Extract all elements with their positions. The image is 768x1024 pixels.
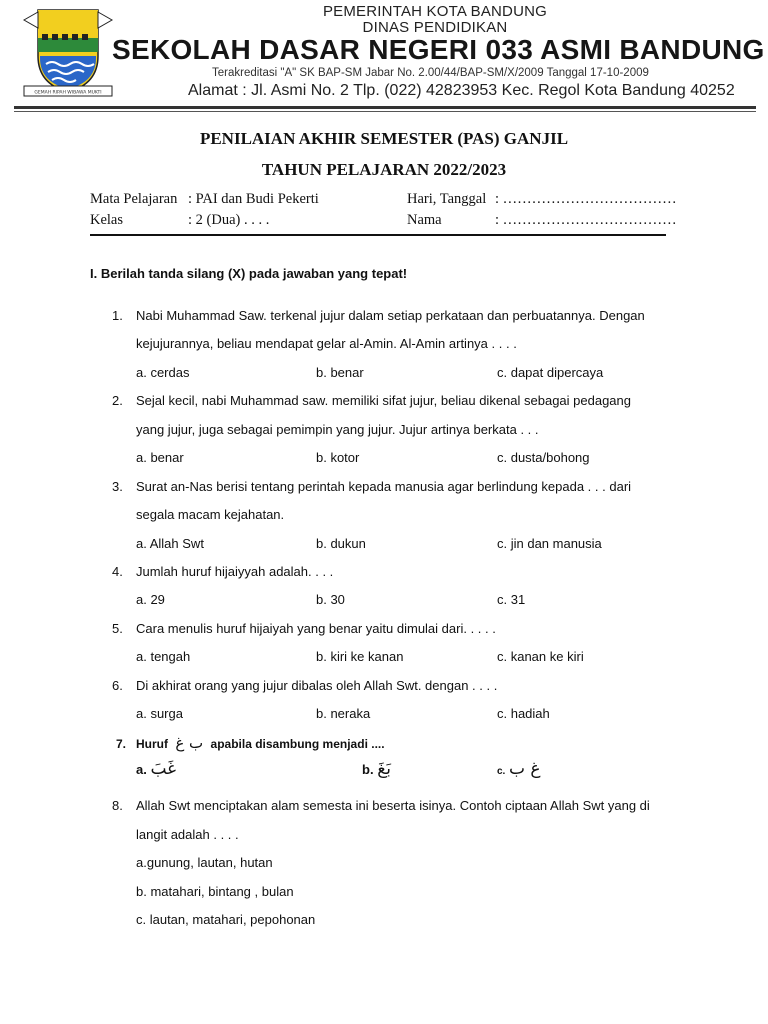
q4-option-b: b. 30	[316, 592, 345, 607]
question-6	[112, 678, 497, 693]
q8-option-b: b. matahari, bintang , bulan	[136, 884, 294, 899]
name-value: : ………………………………	[495, 212, 677, 228]
question-number: 6.	[112, 678, 123, 693]
q7-option-a-arabic: غَبَ	[150, 759, 177, 779]
q5-option-b: b. kiri ke kanan	[316, 649, 404, 664]
q3-option-c: c. jin dan manusia	[497, 536, 602, 551]
q5-option-c: c. kanan ke kiri	[497, 649, 584, 664]
question-number: 2.	[112, 393, 123, 408]
q7-option-b	[362, 759, 391, 779]
day-label: Hari, Tanggal	[407, 191, 487, 207]
day-value: : ………………………………	[495, 191, 677, 207]
question-8-continued: langit adalah . . . .	[136, 827, 239, 842]
question-number: 8.	[112, 798, 123, 813]
question-7-arabic-letters: ب غ	[175, 734, 204, 752]
q7-option-c-label: c.	[497, 766, 506, 777]
q7-option-a	[136, 759, 176, 779]
name-row	[407, 212, 677, 229]
question-text: Sejal kecil, nabi Muhammad saw. memiliki sifat jujur, beliau dikenal sebagai pedagang	[136, 393, 631, 408]
q7-option-c-arabic: غ ب	[508, 759, 541, 779]
day-row	[407, 191, 677, 208]
q8-option-a: a.gunung, lautan, hutan	[136, 855, 273, 870]
question-number: 4.	[112, 564, 123, 579]
q1-option-c: c. dapat dipercaya	[497, 365, 604, 380]
question-3-continued: segala macam kejahatan.	[136, 507, 285, 522]
question-5	[112, 621, 496, 636]
subject-value: : PAI dan Budi Pekerti	[188, 191, 319, 207]
question-8	[112, 798, 650, 813]
subject-row	[90, 191, 319, 208]
gov-line-1: PEMERINTAH KOTA BANDUNG	[322, 3, 548, 20]
q6-option-c: c. hadiah	[497, 706, 550, 721]
question-7-suffix: apabila disambung menjadi ....	[210, 737, 385, 751]
q2-option-b: b. kotor	[316, 450, 360, 465]
question-number: 7.	[116, 737, 127, 751]
question-text: Jumlah huruf hijaiyyah adalah. . . .	[136, 564, 334, 579]
gov-line-2: DINAS PENDIDIKAN	[362, 19, 508, 36]
question-1-continued: kejujurannya, beliau mendapat gelar al-Amin. Al-Amin artinya . . . .	[136, 336, 517, 351]
question-4	[112, 564, 333, 579]
exam-year: TAHUN PELAJARAN 2022/2023	[261, 160, 507, 179]
question-7-prefix: Huruf	[136, 737, 168, 751]
school-name: SEKOLAH DASAR NEGERI 033 ASMI BANDUNG	[112, 34, 765, 65]
letterhead-divider-thick	[14, 106, 756, 109]
letterhead	[0, 0, 768, 112]
q8-option-c: c. lautan, matahari, pepohonan	[136, 912, 316, 927]
q3-option-b: b. dukun	[316, 536, 366, 551]
bandung-city-logo	[18, 6, 118, 98]
q6-option-a: a. surga	[136, 706, 183, 721]
logo-ribbon-text: GEMAH RIPAH WIBAWA MUKTI	[34, 90, 102, 96]
header-divider	[90, 234, 666, 236]
class-value: : 2 (Dua) . . . .	[188, 212, 270, 228]
question-text: Di akhirat orang yang jujur dibalas oleh Allah Swt. dengan . . . .	[136, 678, 498, 693]
exam-title: PENILAIAN AKHIR SEMESTER (PAS) GANJIL	[199, 129, 569, 148]
government-header	[310, 4, 560, 36]
q1-option-a: a. cerdas	[136, 365, 190, 380]
name-label: Nama	[407, 212, 442, 228]
question-text: Surat an-Nas berisi tentang perintah kepada manusia agar berlindung kepada . . . dari	[136, 479, 632, 494]
subject-label: Mata Pelajaran	[90, 191, 178, 207]
question-number: 1.	[112, 308, 123, 323]
q2-option-a: a. benar	[136, 450, 184, 465]
class-label: Kelas	[90, 212, 124, 228]
class-row	[90, 212, 269, 229]
question-1	[112, 308, 645, 323]
q5-option-a: a. tengah	[136, 649, 191, 664]
question-2-continued: yang jujur, juga sebagai pemimpin yang jujur. Jujur artinya berkata . . .	[136, 422, 539, 437]
question-number: 3.	[112, 479, 123, 494]
q2-option-c: c. dusta/bohong	[497, 450, 590, 465]
question-number: 5.	[112, 621, 123, 636]
q4-option-a: a. 29	[136, 592, 165, 607]
q1-option-b: b. benar	[316, 365, 364, 380]
question-2	[112, 393, 631, 408]
question-3	[112, 479, 631, 494]
question-7	[116, 734, 385, 752]
school-address: Alamat : Jl. Asmi No. 2 Tlp. (022) 42823953 Kec. Regol Kota Bandung 40252	[188, 82, 735, 99]
q3-option-a: a. Allah Swt	[136, 536, 204, 551]
accreditation-text: Terakreditasi "A" SK BAP-SM Jabar No. 2.00/44/BAP-SM/X/2009 Tanggal 17-10-2009	[212, 67, 649, 79]
question-text: Nabi Muhammad Saw. terkenal jujur dalam setiap perkataan dan perbuatannya. Dengan	[136, 308, 645, 323]
q7-option-c	[497, 759, 541, 779]
q4-option-c: c. 31	[497, 592, 526, 607]
q7-option-b-label: b.	[362, 762, 374, 777]
q6-option-b: b. neraka	[316, 706, 371, 721]
letterhead-divider-thin	[14, 111, 756, 112]
section-instruction: I. Berilah tanda silang (X) pada jawaban yang tepat!	[90, 266, 408, 281]
q7-option-a-label: a.	[136, 762, 147, 777]
question-text: Allah Swt menciptakan alam semesta ini beserta isinya. Contoh ciptaan Allah Swt yang di	[136, 798, 650, 813]
question-text: Cara menulis huruf hijaiyah yang benar yaitu dimulai dari. . . . .	[136, 621, 496, 636]
q7-option-b-arabic: بَغَ	[377, 759, 391, 779]
